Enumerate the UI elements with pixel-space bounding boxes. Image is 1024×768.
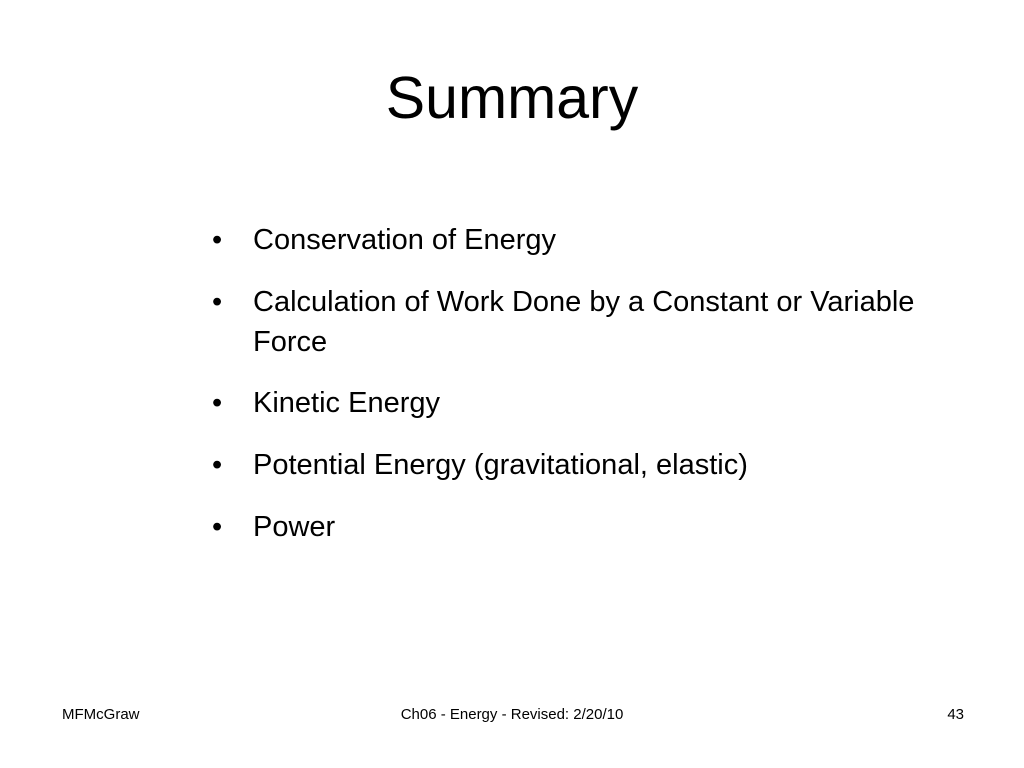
bullet-marker: •	[212, 387, 223, 419]
bullet-text: Kinetic Energy	[253, 387, 440, 419]
bullet-marker: •	[212, 449, 223, 481]
bullet-item	[212, 282, 932, 362]
bullet-text: Calculation of Work Done by a Constant or Variable Force	[253, 286, 915, 358]
footer-chapter-info: Ch06 - Energy - Revised: 2/20/10	[400, 706, 624, 723]
slide-title: Summary	[385, 65, 639, 131]
bullet-marker: •	[212, 286, 223, 318]
bullet-marker: •	[212, 224, 223, 256]
bullet-text: Conservation of Energy	[253, 224, 557, 256]
bullet-marker: •	[212, 511, 223, 543]
bullet-list	[212, 220, 932, 569]
bullet-text: Power	[253, 511, 336, 543]
bullet-item	[212, 220, 932, 260]
bullet-text: Potential Energy (gravitational, elastic)	[253, 449, 748, 481]
bullet-item	[212, 383, 932, 423]
bullet-item	[212, 507, 932, 547]
bullet-item	[212, 445, 932, 485]
footer-page-number: 43	[947, 706, 964, 723]
footer-author: MFMcGraw	[62, 706, 140, 723]
